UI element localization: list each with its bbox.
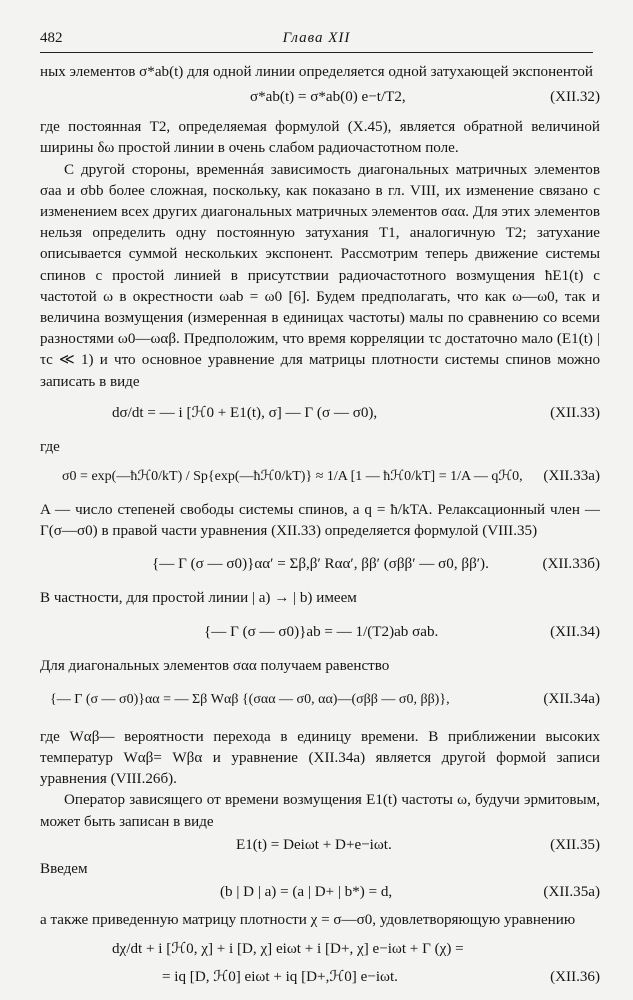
equation-formula: {— Γ (σ — σ0)}ab = — 1/(T2)ab σab. (204, 623, 439, 640)
equation-xii-34a (40, 677, 600, 727)
equation-number: (XII.35a) (543, 884, 600, 901)
equation-xii-33 (40, 393, 600, 437)
equation-formula: dχ/dt + i [ℋ0, χ] + i [D, χ] eiωt + i [D+, χ] e−iωt + Γ (χ) = (112, 941, 464, 958)
equation-xii-33b (40, 542, 600, 588)
header-rule (40, 52, 593, 53)
equation-number: (XII.35) (550, 836, 600, 853)
equation-formula: E1(t) = Deiωt + D+e−iωt. (236, 836, 392, 853)
equation-xii-32 (40, 83, 600, 117)
equation-formula: {— Γ (σ — σ0)}αα′ = Σβ,β′ Rαα′, ββ′ (σββ′ — σ0, ββ′). (152, 556, 489, 573)
page-body (40, 62, 600, 993)
equation-formula: {— Γ (σ — σ0)}αα = — Σβ Wαβ {(σαα — σ0, αα)—(σββ — σ0, ββ)}, (50, 691, 450, 707)
equation-formula: σ*ab(t) = σ*ab(0) e−t/T2, (250, 89, 406, 106)
equation-number: (XII.33) (550, 404, 600, 421)
paragraph: A — число степеней свободы системы спинов, а q = ħ/kTA. Релаксационный член — Γ(σ—σ0) в правой части уравнения (XII.33) определяется формулой (VIII.35) (40, 502, 600, 540)
equation-number: (XII.33б) (542, 556, 600, 573)
paragraph: С другой стороны, временнáя зависимость диагональных матричных элементов σaa и σbb более сложная, поскольку, как показано в гл. VIII, их изменение связано с изменением всех других диагональных матричных элементов σαα. Для этих элементов нельзя определить одну постоянную затухания T1, аналогичную T2; затухание описывается суммой нескольких экспонент. Рассмотрим теперь движение системы спинов с простой линией в присутствии радиочастотного возмущения ħE1(t) с частотой ω в окрестности ωab = ω0 [6]. Будем предполагать, что как ω—ω0, так и величина возмущения (измеренная в единицах частоты) малы по сравнению со всеми разностями ω0—ωαβ. Предположим, что время корреляции τc достаточно мало (E1(t) | τc ≪ 1) и что основное уравнение для матрицы плотности системы спинов можно записать в виде (40, 161, 600, 390)
equation-formula: dσ/dt = — i [ℋ0 + E1(t), σ] — Γ (σ — σ0), (112, 404, 378, 421)
paragraph: Оператор зависящего от времени возмущения E1(t) частоты ω, будучи эрмитовым, может быть записан в виде (40, 792, 600, 830)
running-header (40, 30, 593, 50)
equation-number: (XII.32) (550, 89, 600, 106)
equation-number: (XII.34) (550, 623, 600, 640)
equation-xii-34 (40, 610, 600, 656)
paragraph: ных элементов σ*ab(t) для одной линии определяется одной затухающей экспонентой (40, 64, 593, 80)
paragraph: Для диагональных элементов σαα получаем равенство (40, 657, 390, 674)
equation-formula: σ0 = exp(—ħℋ0/kT) / Sp{exp(—ħℋ0/kT)} ≈ 1/A [1 — ħℋ0/kT] = 1/A — qℋ0, (62, 469, 523, 485)
equation-formula: = iq [D, ℋ0] eiωt + iq [D+,ℋ0] e−iωt. (162, 969, 398, 986)
equation-xii-36-line1 (40, 931, 600, 963)
chapter-title: Глава XII (282, 30, 351, 46)
paragraph: где (40, 438, 60, 455)
equation-xii-35a (40, 880, 600, 910)
paragraph: Введем (40, 860, 88, 877)
equation-xii-36-line2 (40, 963, 600, 993)
paragraph: где постоянная T2, определяемая формулой (X.45), является обратной величиной ширины δω простой линии в очень слабом радиочастотном поле. (40, 119, 600, 157)
equation-xii-35 (40, 833, 600, 859)
paragraph: где Wαβ— вероятности перехода в единицу времени. В приближении высоких температур Wαβ= Wβα и уравнение (XII.34a) является другой формой записи уравнения (VIII.26б). (40, 728, 600, 788)
page-number: 482 (40, 30, 63, 46)
equation-xii-33a (40, 458, 600, 500)
paragraph: а также приведенную матрицу плотности χ = σ—σ0, удовлетворяющую уравнению (40, 912, 576, 929)
equation-number: (XII.33a) (543, 468, 600, 485)
equation-formula: (b | D | a) = (a | D+ | b*) = d, (220, 884, 393, 901)
paragraph: В частности, для простой линии | a) → | b) имеем (40, 590, 357, 607)
equation-number: (XII.36) (550, 969, 600, 986)
equation-number: (XII.34a) (543, 690, 600, 707)
